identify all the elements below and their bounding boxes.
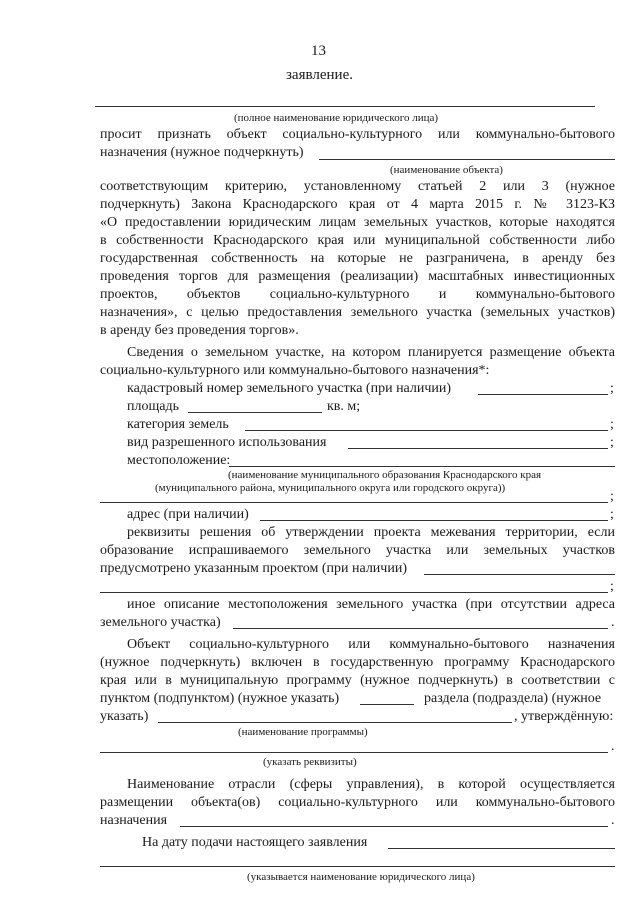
para4-line1: иное описание местоположения земельного участка (при отсутствии адреса xyxy=(127,597,615,612)
para2-line2: социально-культурного или коммунально-бытового назначения*: xyxy=(100,363,490,378)
para1-line1: просит признать объект социально-культурного или коммунально-бытового xyxy=(100,127,615,142)
para7-line1: На дату подачи настоящего заявления xyxy=(142,835,368,850)
legal-entity-line xyxy=(95,106,595,107)
survey-project-line xyxy=(424,574,615,575)
permitted-use-label: вид разрешенного использования xyxy=(127,435,327,450)
para1-line2: назначения (нужное подчеркнуть) xyxy=(100,145,304,160)
municipality-caption-1: (наименование муниципального образования Краснодарского края xyxy=(228,469,542,481)
address-line xyxy=(260,520,608,521)
para1-line5: «О предоставлении юридическим лицам земельных участков, которые находятся xyxy=(100,215,615,230)
point-line xyxy=(360,704,414,705)
category-semicolon: ; xyxy=(610,417,614,432)
document-heading: заявление. xyxy=(286,67,353,83)
cadastral-line xyxy=(478,394,608,395)
para1-line11: в аренду без проведения торгов». xyxy=(100,323,299,338)
para6-line3: назначения xyxy=(100,813,168,828)
para3-line3: предусмотрено указанным проектом (при наличии) xyxy=(100,561,407,576)
object-name-line xyxy=(319,159,615,160)
area-line xyxy=(188,412,322,413)
para5-line5: указать) xyxy=(100,709,149,724)
legal-entity-caption: (полное наименование юридического лица) xyxy=(234,112,439,124)
category-label: категория земель xyxy=(127,417,229,432)
location-line-2 xyxy=(100,502,608,503)
program-name-caption: (наименование программы) xyxy=(238,726,368,738)
address-semicolon: ; xyxy=(610,507,614,522)
address-label: адрес (при наличии) xyxy=(127,507,249,522)
para1-line10: назначения», с целью предоставления земельного участка (земельных участков) xyxy=(100,305,615,320)
para1-line7: государственная собственность на которые не разграничена, в аренду без xyxy=(100,251,615,266)
requisites-caption: (указать реквизиты) xyxy=(263,756,357,768)
legal-entity-name-line xyxy=(100,866,615,867)
legal-entity-name-caption: (указывается наименование юридического лица) xyxy=(247,871,475,883)
area-label: площадь xyxy=(127,399,179,414)
category-line xyxy=(245,430,608,431)
para5-line3: края или в муниципальную программу (нужное подчеркнуть) в соответствии с xyxy=(100,673,615,688)
page-number: 13 xyxy=(311,43,326,59)
other-location-line xyxy=(233,628,608,629)
para1-line4: подчеркнуть) Закона Краснодарского края от 4 марта 2015 г. № 3123-КЗ xyxy=(100,197,615,212)
survey-project-semicolon: ; xyxy=(610,579,614,594)
industry-period: . xyxy=(611,813,615,828)
survey-project-line-2 xyxy=(100,592,608,593)
location-semicolon: ; xyxy=(610,489,614,504)
other-location-period: . xyxy=(611,615,615,630)
para4-line2: земельного участка) xyxy=(100,615,221,630)
para1-line9: проектов, объектов социально-культурного и коммунально-бытового xyxy=(100,287,615,302)
location-line xyxy=(229,466,615,467)
para5-line2: (нужное подчеркнуть) включен в государственную программу Краснодарского xyxy=(100,655,615,670)
para1-line6: в собственности Краснодарского края или муниципальной собственности либо xyxy=(100,233,615,248)
para5-line4b: раздела (подраздела) (нужное xyxy=(424,691,602,706)
program-requisites-period: . xyxy=(611,739,615,754)
cadastral-label: кадастровый номер земельного участка (при наличии) xyxy=(127,381,452,396)
permitted-use-line xyxy=(348,448,608,449)
para5-line1: Объект социально-культурного или коммунально-бытового назначения xyxy=(127,637,615,652)
para3-line2: образование испрашиваемого земельного участка или земельных участков xyxy=(100,543,615,558)
para2-line1: Сведения о земельном участке, на котором планируется размещение объекта xyxy=(127,345,615,360)
object-name-caption: (наименование объекта) xyxy=(390,164,503,176)
municipality-caption-2: (муниципального района, муниципального округа или городского округа)) xyxy=(155,482,506,494)
program-requisites-line xyxy=(100,752,608,753)
para3-line1: реквизиты решения об утверждении проекта межевания территории, если xyxy=(127,525,615,540)
permitted-use-semicolon: ; xyxy=(610,435,614,450)
cadastral-semicolon: ; xyxy=(610,381,614,396)
para5-line4a: пунктом (подпунктом) (нужное указать) xyxy=(100,691,340,706)
para6-line1: Наименование отрасли (сферы управления), в которой осуществляется xyxy=(127,777,615,792)
filing-date-line xyxy=(388,848,615,849)
para1-line3: соответствующим критерию, установленному статьей 2 или 3 (нужное xyxy=(100,179,615,194)
para1-line8: проведения торгов для размещения (реализации) масштабных инвестиционных xyxy=(100,269,615,284)
para6-line2: размещении объекта(ов) социально-культурного или коммунально-бытового xyxy=(100,795,615,810)
location-label: местоположение: xyxy=(127,453,231,468)
area-unit: кв. м; xyxy=(327,399,361,414)
approved-text: , утверждённую: xyxy=(514,709,614,724)
industry-line xyxy=(180,826,608,827)
program-name-line xyxy=(158,722,512,723)
